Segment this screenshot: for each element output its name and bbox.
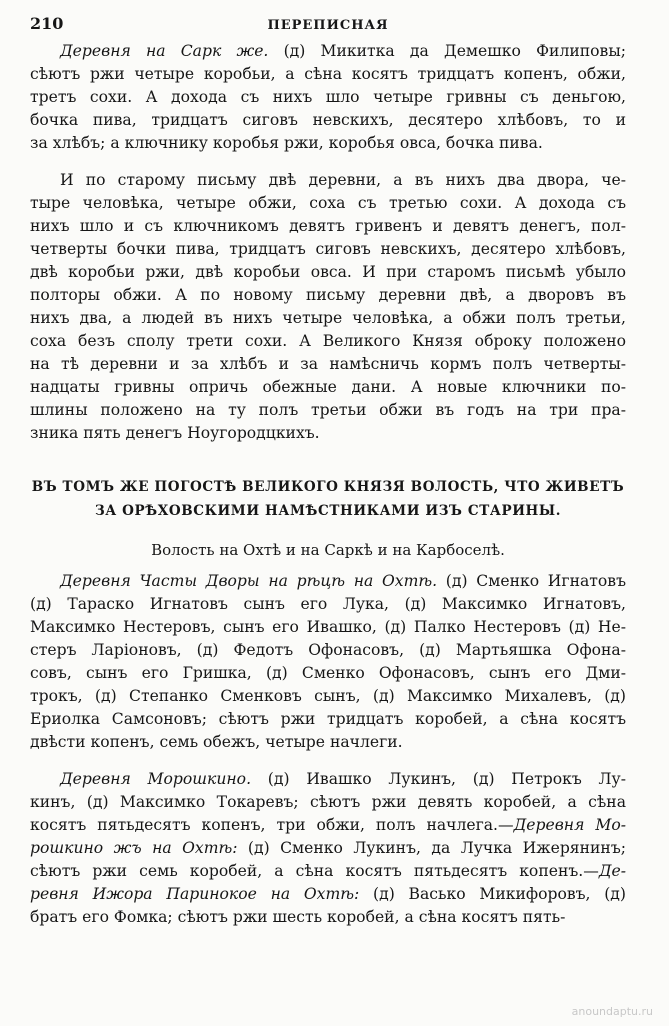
italic-place-name: Деревня Морошкино.: [60, 770, 252, 788]
text-line: надцаты гривны опричь обежные дани. А новые ключники по-: [30, 378, 626, 396]
text-line: [30, 570, 626, 593]
line-text: (д) Тараско Игнатовъ сынъ его Лука, (д) Максимко Игнатовъ,: [30, 595, 626, 613]
text-line: [30, 616, 626, 639]
line-text: Максимко Нестеровъ, сынъ его Ивашко, (д) Палко Нестеровъ (д) Не-: [30, 618, 626, 636]
text-line: соха безъ сполу трети сохи. А Великого Князя оброку положено: [30, 332, 626, 350]
text-line: нихъ шло и съ ключникомъ девятъ гривенъ и девятъ денегъ, пол-: [30, 217, 626, 235]
line-text: (д) Ивашко Лукинъ, (д) Петрокъ Лу-: [251, 770, 626, 788]
text-line: И по старому письму двѣ деревни, а въ нихъ два двора, че-: [60, 171, 626, 189]
italic-place-name: Деревня Часты Дворы на рѣцѣ на Охтѣ.: [60, 572, 438, 590]
italic-place-name: рошкино жъ на Охтѣ:: [30, 839, 238, 857]
text-line: [30, 906, 626, 929]
line-text: косятъ пятьдесятъ копенъ, три обжи, полъ начлега.—: [30, 816, 514, 834]
section-heading-line: ВЪ ТОМЪ ЖЕ ПОГОСТѢ ВЕЛИКОГО КНЯЗЯ ВОЛОСТЬ, ЧТО ЖИВЕТЪ: [31, 479, 625, 495]
text-line: [30, 791, 626, 814]
line-text: третъ сохи. А дохода съ нихъ шло четыре гривны съ деньгою,: [30, 88, 626, 106]
line-text: совъ, сынъ его Гришка, (д) Сменко Офонасовъ, сынъ его Дми-: [30, 664, 626, 682]
text-line: [30, 708, 626, 731]
line-text: (д) Микитка да Демешко Филиповы;: [268, 42, 626, 60]
line-text: за хлѣбъ; а ключнику коробья ржи, коробья овса, бочка пива.: [30, 134, 543, 152]
line-text: бочка пива, тридцатъ сиговъ невскихъ, десятеро хлѣбовъ, то и: [30, 111, 626, 129]
line-text: (д) Сменко Лукинъ, да Лучка Ижерянинъ;: [237, 839, 627, 857]
text-line: [30, 768, 626, 791]
text-line: [30, 662, 626, 685]
text-line: на тѣ деревни и за хлѣбъ и за намѣсничь кормъ полъ четверты-: [30, 355, 626, 373]
text-line: полторы обжи. А по новому письму деревни двѣ, а дворовъ въ: [30, 286, 626, 304]
text-line: [30, 731, 626, 754]
line-text: сѣютъ ржи четыре коробьи, а сѣна косятъ тридцатъ копенъ, обжи,: [30, 65, 626, 83]
text-line: [30, 63, 626, 86]
page: [30, 12, 626, 929]
text-line: нихъ два, а людей въ нихъ четыре человѣка, а обжи полъ третьи,: [30, 309, 626, 327]
text-line: [30, 883, 626, 906]
text-line: [30, 132, 626, 155]
text-line: [30, 860, 626, 883]
line-text: Ериолка Самсоновъ; сѣютъ ржи тридцатъ коробей, а сѣна косятъ: [30, 710, 626, 728]
text-line: [30, 593, 626, 616]
paragraph-4: [30, 768, 626, 929]
text-line: [30, 639, 626, 662]
text-line: [30, 837, 626, 860]
paragraph-1: [30, 40, 626, 155]
subheading: Волость на Охтѣ и на Саркѣ и на Карбоселѣ.: [151, 541, 505, 559]
text-line: шлины положено на ту полъ третьи обжи въ годъ на три пра-: [30, 401, 626, 419]
line-text: сѣютъ ржи семь коробей, а сѣна косятъ пятьдесятъ копенъ.—: [30, 862, 599, 880]
text-line: тыре человѣка, четыре обжи, соха съ третью сохи. А дохода съ: [30, 194, 626, 212]
section-heading-line: ЗА ОРѢХОВСКИМИ НАМѢСТНИКАМИ ИЗЪ СТАРИНЫ.: [94, 503, 562, 519]
watermark: anoundaptu.ru: [571, 1005, 653, 1018]
line-text: трокъ, (д) Степанко Сменковъ сынъ, (д) Максимко Михалевъ, (д): [30, 687, 626, 705]
text-line: зника пять денегъ Ноугородцкихъ.: [30, 424, 320, 442]
text-line: [30, 109, 626, 132]
text-line: [30, 86, 626, 109]
line-text: двѣсти копенъ, семь обежъ, четыре начлеги.: [30, 733, 403, 751]
line-text: стеръ Ларіоновъ, (д) Федотъ Офонасовъ, (д) Мартьяшка Офона-: [30, 641, 626, 659]
text-line: [30, 685, 626, 708]
line-text: (д) Васько Микифоровъ, (д): [359, 885, 626, 903]
italic-place-name: ревня Ижора Паринокое на Охтѣ:: [30, 885, 360, 903]
text-line: [30, 40, 626, 63]
italic-place-name: Де-: [598, 862, 626, 880]
italic-place-name: Деревня Мо-: [513, 816, 626, 834]
line-text: братъ его Фомка; сѣютъ ржи шесть коробей, а сѣна косятъ пять-: [30, 908, 566, 926]
page-number: 210: [30, 14, 64, 33]
page-header: [30, 12, 626, 38]
running-title: ПЕРЕПИСНАЯ: [267, 18, 389, 33]
line-text: (д) Сменко Игнатовъ: [437, 572, 626, 590]
paragraph-2: [30, 169, 626, 445]
text-line: двѣ коробьи ржи, двѣ коробьи овса. И при старомъ письмѣ убыло: [30, 263, 626, 281]
text-line: [30, 814, 626, 837]
line-text: кинъ, (д) Максимко Токаревъ; сѣютъ ржи девять коробей, а сѣна: [30, 793, 626, 811]
text-line: четверты бочки пива, тридцатъ сиговъ невскихъ, десятеро хлѣбовъ,: [30, 240, 626, 258]
paragraph-3: [30, 570, 626, 754]
section-heading: [30, 475, 626, 523]
italic-place-name: Деревня на Сарк жe.: [60, 42, 269, 60]
